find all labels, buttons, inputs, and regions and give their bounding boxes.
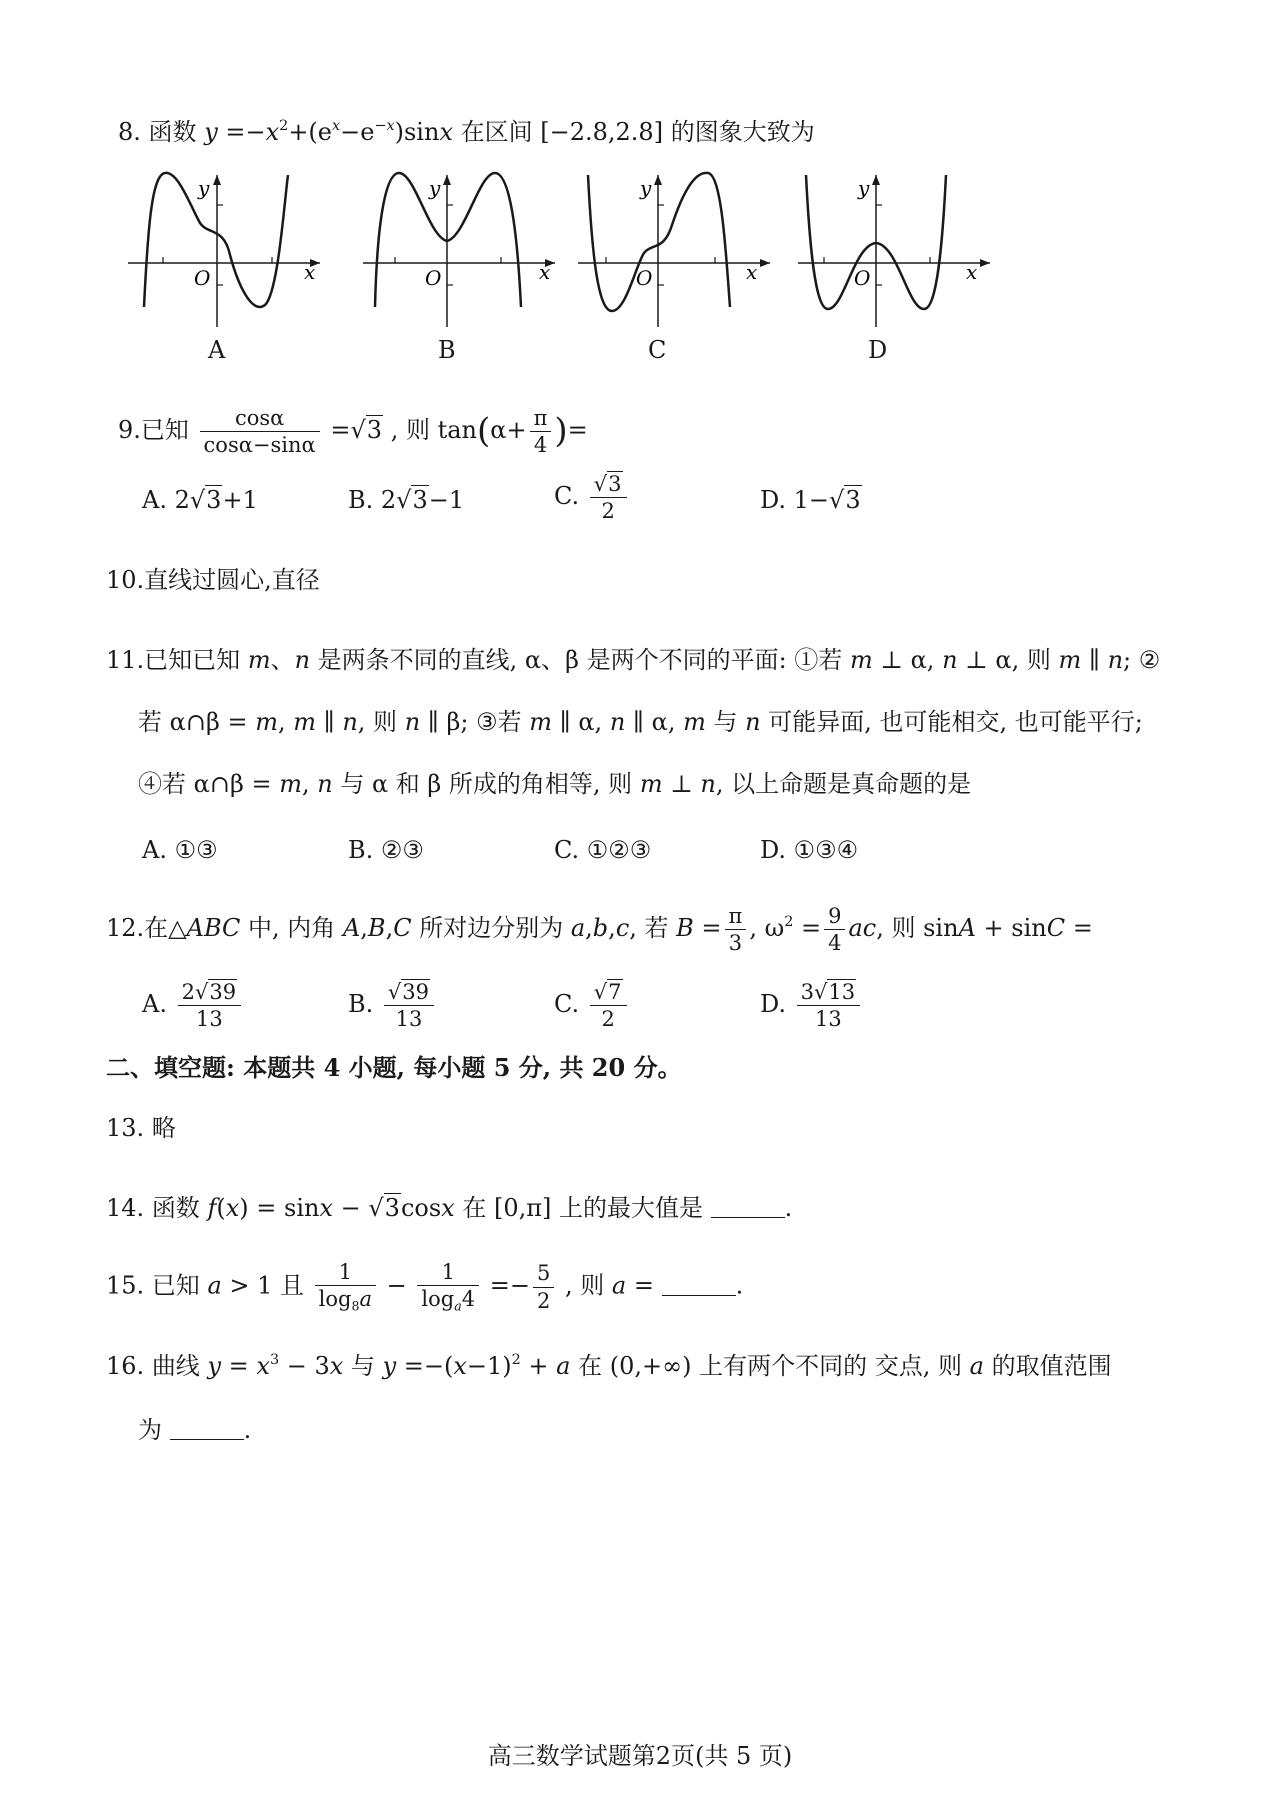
svg-text:y: y xyxy=(858,176,870,200)
curve xyxy=(144,173,288,307)
q12-option-b[interactable]: B. $\frac{√39}{13}$ xyxy=(348,980,437,1031)
question-number: 13. xyxy=(106,1114,145,1142)
q12-option-a[interactable]: A. $\frac{2√39}{13}$ xyxy=(142,980,244,1031)
axis-x-label: x xyxy=(304,260,316,284)
q12-option-c[interactable]: C. $\frac{√7}{2}$ xyxy=(554,980,630,1031)
graph-c xyxy=(570,165,780,335)
curve xyxy=(375,173,521,307)
q9-option-b[interactable]: B. 2√3−1 xyxy=(348,486,465,514)
section-title: 二、填空题: 本题共 4 小题, 每小题 5 分, 共 20 分。 xyxy=(106,1053,682,1082)
question-16-line-2: 为 . xyxy=(138,1416,252,1444)
svg-text:y: y xyxy=(429,176,441,200)
question-10 xyxy=(106,566,320,595)
question-number: 10. xyxy=(106,566,145,594)
q9-option-d[interactable]: D. 1−√3 xyxy=(760,486,861,514)
answer-blank[interactable] xyxy=(662,1273,736,1296)
question-13 xyxy=(106,1114,176,1143)
question-text: 直线过圆心,直径 xyxy=(144,566,320,594)
question-text: 已知 xyxy=(140,416,189,445)
question-15: 15. 已知 a > 1 且 $\frac{1}{\log_8a}$ − $\frac{1}{\log_a4}$ =− $\frac{5}{2}$ , 则 a = . xyxy=(106,1260,744,1314)
q11-option-c[interactable]: C. ①②③ xyxy=(554,836,652,864)
question-12: 12.在△ABC 中, 内角 A,B,C 所对边分别为 a,b,c, 若 B = $\frac{\pi}{3}$ , $\omega^2$ = $\frac{9}{4}$ ac, 则 sinA + sinC = xyxy=(106,904,1093,956)
svg-text:O: O xyxy=(425,266,442,290)
question-text: 函数 xyxy=(148,118,197,147)
question-number: 14. xyxy=(106,1194,145,1222)
graph-label-c: C xyxy=(648,336,667,364)
question-number: 9. xyxy=(118,416,141,445)
question-16-line-1: 16. 曲线 $y = x^3 - 3x$ 与 $y =-(x-1)^2 + a$ 在 (0,+∞) 上有两个不同的 交点, 则 a 的取值范围 xyxy=(106,1352,1112,1381)
question-number: 15. xyxy=(106,1271,145,1300)
question-8 xyxy=(118,118,815,147)
graph-label-a: A xyxy=(208,336,226,364)
graph-a xyxy=(120,165,330,335)
svg-text:O: O xyxy=(636,266,653,290)
formula: $=-x^2+(e^x-e^{-x})\sin x$ xyxy=(225,118,453,147)
q11-option-a[interactable]: A. ①③ xyxy=(142,836,218,864)
fraction: $\frac{\cos\alpha}{\cos\alpha-\sin\alpha}$ xyxy=(200,406,320,457)
answer-blank[interactable] xyxy=(170,1417,244,1440)
interval: [−2.8,2.8] xyxy=(540,118,664,147)
answer-blank[interactable] xyxy=(711,1195,785,1218)
q11-option-d[interactable]: D. ①③④ xyxy=(760,836,859,864)
question-number: 11. xyxy=(106,646,145,674)
question-text: 略 xyxy=(151,1114,176,1142)
page-footer: 高三数学试题第2页(共 5 页) xyxy=(487,1742,793,1770)
question-14: 14. 函数 f(x) = sinx − √3cosx 在 [0,π] 上的最大值是 . xyxy=(106,1194,793,1222)
question-number: 12. xyxy=(106,914,145,943)
question-9: 9.已知 $\frac{\cos\alpha}{\cos\alpha-\sin\alpha}$ =√3 , 则 tan(α+ $\frac{\pi}{4}$ )= xyxy=(118,406,588,458)
question-11-line-2: 若 α∩β = m, m ∥ n, 则 n ∥ β; ③若 m ∥ α, n ∥ α, m 与 n 可能异面, 也可能相交, 也可能平行; xyxy=(138,708,1143,736)
graph-d xyxy=(790,165,1000,335)
q9-option-a[interactable]: A. 2√3+1 xyxy=(142,486,258,514)
q9-option-c[interactable]: C. $\frac{√3}{2}$ xyxy=(554,472,630,523)
svg-text:x: x xyxy=(746,260,758,284)
svg-text:O: O xyxy=(854,266,871,290)
q11-option-b[interactable]: B. ②③ xyxy=(348,836,424,864)
question-text: 的图象大致为 xyxy=(670,118,815,147)
question-text: , 则 xyxy=(390,416,430,445)
question-number: 8. xyxy=(118,118,141,147)
question-11-line-1: 11.已知已知 m、n 是两条不同的直线, α、β 是两个不同的平面: ①若 m ⊥ α, n ⊥ α, 则 m ∥ n; ② xyxy=(106,646,1161,674)
formula: y xyxy=(204,118,218,147)
svg-text:y: y xyxy=(640,176,652,200)
graph-b xyxy=(355,165,565,335)
curve xyxy=(588,173,730,311)
svg-text:x: x xyxy=(966,260,978,284)
q12-option-d[interactable]: D. $\frac{3√13}{13}$ xyxy=(760,980,863,1031)
graph-label-b: B xyxy=(438,336,456,364)
svg-text:x: x xyxy=(539,260,551,284)
graph-label-d: D xyxy=(868,336,888,364)
question-11-line-3: ④若 α∩β = m, n 与 α 和 β 所成的角相等, 则 m ⊥ n, 以上命题是真命题的是 xyxy=(138,770,972,798)
axis-y-label: y xyxy=(198,176,210,200)
origin-label: O xyxy=(194,266,211,290)
question-number: 16. xyxy=(106,1352,145,1381)
question-text: 在区间 xyxy=(460,118,533,147)
